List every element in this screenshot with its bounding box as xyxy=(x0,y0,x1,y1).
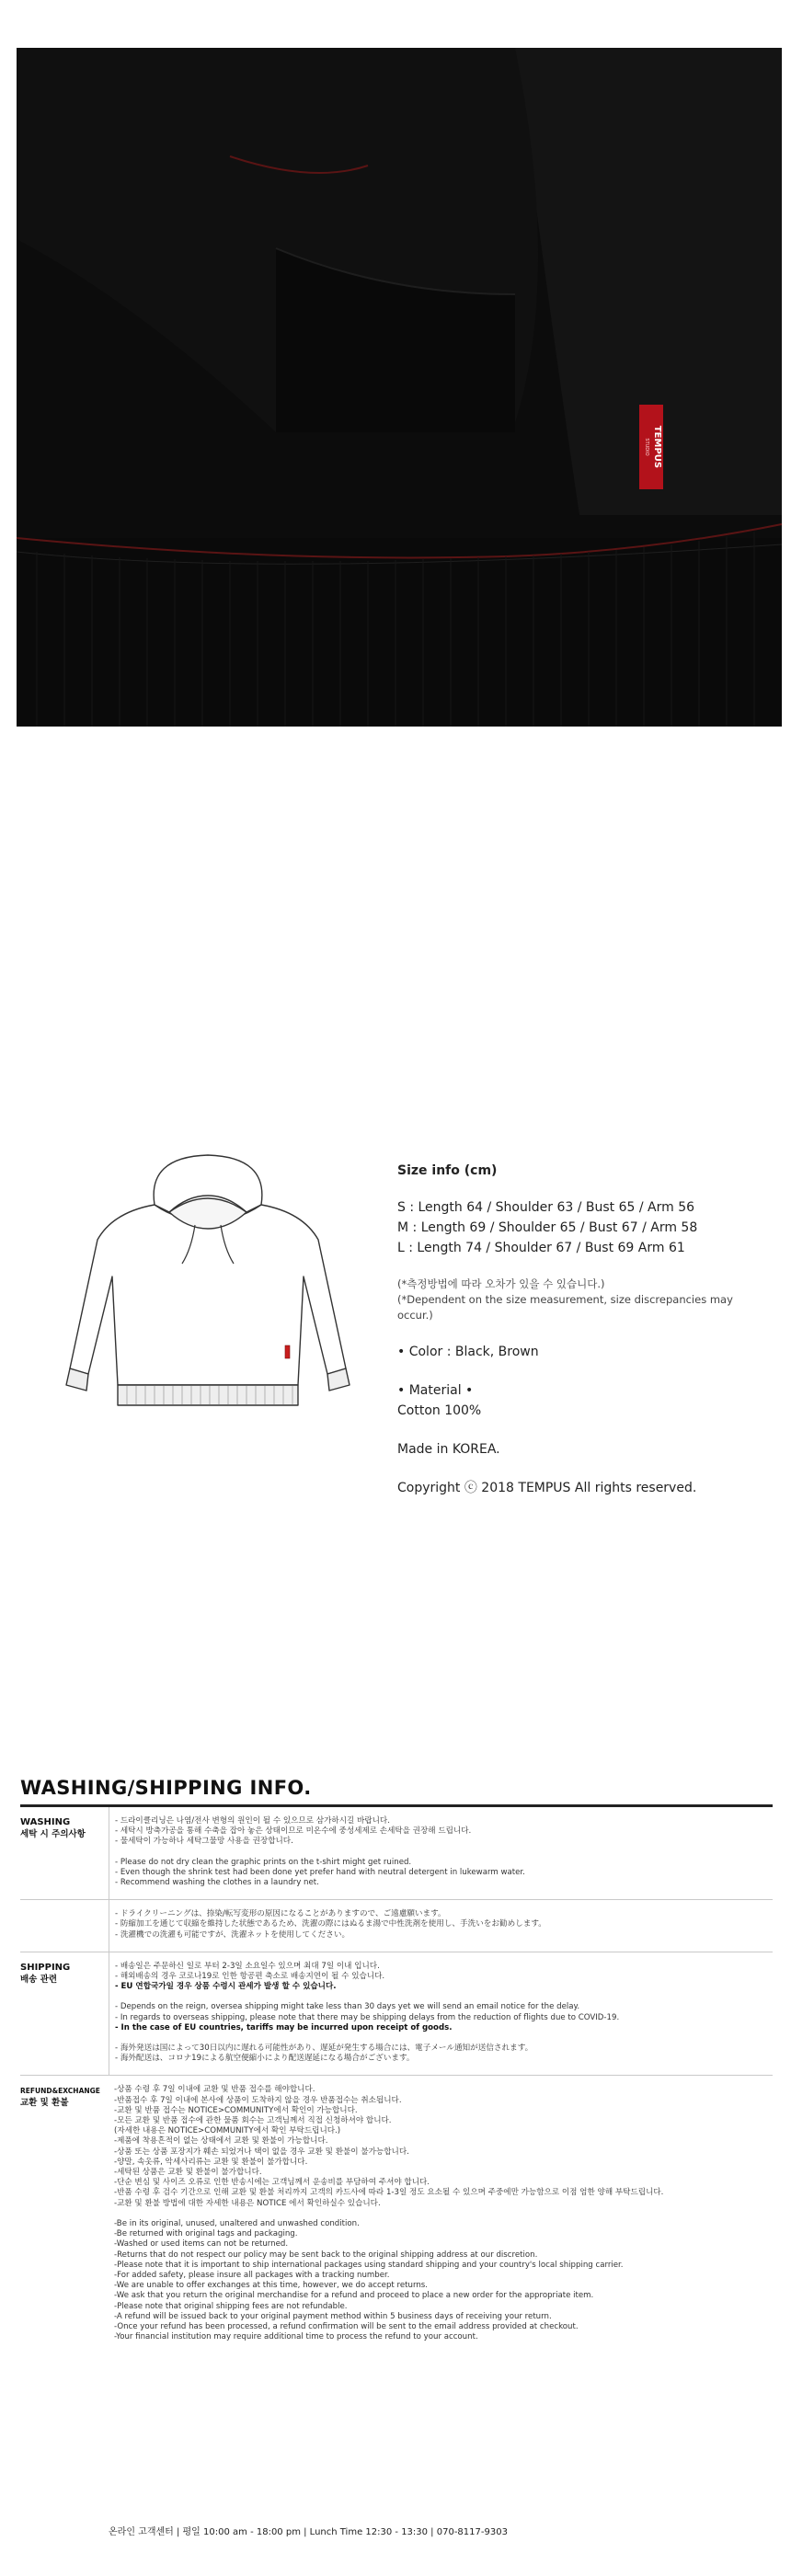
washing-ko-line: - 드라이클리닝은 나염/전사 변형의 원인이 될 수 있으므로 삼가하시길 바랍니다. xyxy=(115,1816,390,1826)
refund-ko-line: -제품에 착용흔적이 없는 상태에서 교환 및 환불이 가능합니다. xyxy=(114,2136,328,2147)
refund-en-line: -Please note that original shipping fees are not refundable. xyxy=(114,2301,348,2311)
brand-tag xyxy=(639,405,663,489)
washing-jp-line: - 洗濯機での洗濯も可能ですが、洗濯ネットを使用してください。 xyxy=(115,1929,350,1940)
refund-ko-line: -교환 및 환불 방법에 대한 자세한 내용은 NOTICE 에서 확인하실수 있습니다. xyxy=(114,2198,381,2208)
shipping-heading-ko: 배송 관련 xyxy=(20,1974,58,1985)
made-in: Made in KOREA. xyxy=(397,1442,500,1457)
refund-en-line: -For added safety, please insure all packages with a tracking number. xyxy=(114,2270,390,2280)
refund-heading-en: REFUND&EXCHANGE xyxy=(20,2087,100,2096)
refund-ko-line: -상품 수령 후 7일 이내에 교환 및 반품 접수를 해야합니다. xyxy=(114,2085,315,2095)
refund-en-line: -We ask that you return the original merchandise for a refund and proceed to place a new order for the appropriate item. xyxy=(114,2291,594,2301)
refund-en-line: -We are unable to offer exchanges at this time, however, we do accept returns. xyxy=(114,2281,428,2291)
shipping-heading-en: SHIPPING xyxy=(20,1962,71,1973)
washing-shipping-info xyxy=(20,1777,773,2353)
customer-center-footer: 온라인 고객센터 | 평일 10:00 am - 18:00 pm | Lunch Time 12:30 - 13:30 | 070-8117-9303 xyxy=(109,2527,508,2537)
refund-en-line: -Once your refund has been processed, a refund confirmation will be sent to the email address provided at checkout. xyxy=(114,2321,579,2331)
washing-ko-line: - 물세탁이 가능하나 세탁그물망 사용을 권장합니다. xyxy=(115,1837,293,1847)
brand-tag-subtext: STUDIO xyxy=(644,438,649,456)
refund-en-line: -Please note that it is important to ship international packages using standard shipping and your country's local shipping carrier. xyxy=(114,2260,624,2270)
color-info: • Color : Black, Brown xyxy=(397,1345,539,1359)
refund-en-line: -Washed or used items can not be returned. xyxy=(114,2239,289,2250)
hoodie-photo xyxy=(0,0,791,745)
refund-ko-line: -모든 교환 및 반품 접수에 관한 물품 회수는 고객님께서 직접 신청하셔야 합니다. xyxy=(114,2116,392,2126)
refund-heading xyxy=(20,2085,103,2109)
refund-en-line: -Be returned with original tags and packaging. xyxy=(114,2229,298,2239)
size-l: L : Length 74 / Shoulder 67 / Bust 69 Arm 61 xyxy=(397,1241,685,1255)
washing-section xyxy=(20,1807,773,1900)
shipping-ko-line: - 해외배송의 경우 코로나19로 인한 항공편 축소로 배송지연이 될 수 있습니다. xyxy=(115,1972,385,1982)
sketch-brand-tag xyxy=(285,1345,290,1358)
size-note-ko: (*측정방법에 따라 오차가 있을 수 있습니다.) xyxy=(397,1277,605,1290)
size-s: S : Length 64 / Shoulder 63 / Bust 65 / Arm 56 xyxy=(397,1200,695,1215)
washing-en-line: - Even though the shrink test had been done yet prefer hand with neutral detergent in lukewarm water. xyxy=(115,1867,525,1877)
info-title: WASHING/SHIPPING INFO. xyxy=(20,1777,773,1807)
refund-ko-line: -단순 변심 및 사이즈 오류로 인한 반송시에는 고객님께서 운송비를 부담하여 주셔야 합니다. xyxy=(114,2178,430,2188)
shipping-section xyxy=(20,1952,773,2077)
shipping-en-line: - Depends on the reign, oversea shipping might take less than 30 days yet we will send an email notice for the delay. xyxy=(115,2002,580,2012)
refund-ko-line: -반품접수 후 7일 이내에 본사에 상품이 도착하지 않을 경우 반품접수는 취소됩니다. xyxy=(114,2095,402,2105)
refund-ko-line: -세탁된 상품은 교환 및 환불이 불가합니다. xyxy=(114,2168,262,2178)
hoodie-flat-sketch xyxy=(44,1148,375,1442)
washing-jp-section xyxy=(20,1900,773,1952)
refund-en-line: -Returns that do not respect our policy may be sent back to the original shipping address at our discretion. xyxy=(114,2250,538,2260)
washing-jp-body xyxy=(109,1900,773,1952)
material-value: Cotton 100% xyxy=(397,1403,482,1418)
refund-ko-line: -상품 또는 상품 포장지가 훼손 되었거나 택이 없을 경우 교환 및 환불이 불가능합니다. xyxy=(114,2147,409,2157)
refund-ko-line: (자세한 내용은 NOTICE>COMMUNITY에서 확인 부탁드립니다.) xyxy=(114,2126,341,2136)
shipping-en-bold: - In the case of EU countries, tariffs may be incurred upon receipt of goods. xyxy=(115,2022,453,2032)
refund-ko-line: -교환 및 반품 접수는 NOTICE>COMMUNITY에서 확인이 가능합니다. xyxy=(114,2105,358,2115)
size-info-title: Size info (cm) xyxy=(397,1163,498,1178)
washing-heading xyxy=(20,1816,103,1840)
refund-en-line: -A refund will be issued back to your original payment method within 5 business days of receiving your return. xyxy=(114,2311,552,2321)
washing-heading-ko: 세탁 시 주의사항 xyxy=(20,1829,86,1839)
shipping-body xyxy=(109,1952,773,2076)
material-label: • Material • xyxy=(397,1383,474,1398)
copyright: Copyright ⓒ 2018 TEMPUS All rights reserved. xyxy=(397,1481,697,1495)
washing-heading-en: WASHING xyxy=(20,1817,71,1827)
washing-body xyxy=(109,1807,773,1899)
refund-ko-line: -양말, 속옷류, 악세사리류는 교환 및 환불이 불가합니다. xyxy=(114,2157,308,2167)
washing-en-line: - Recommend washing the clothes in a laundry net. xyxy=(115,1878,319,1888)
refund-section xyxy=(20,2076,773,2353)
shipping-en-line: - In regards to overseas shipping, please note that there may be shipping delays from the reduction of flights due to COVID-19. xyxy=(115,2012,620,2022)
refund-en-line: -Your financial institution may require additional time to process the refund to your account. xyxy=(114,2332,478,2342)
brand-tag-text: TEMPUS xyxy=(652,425,662,469)
shipping-jp-line: - 海外発送は国によって30日以内に遅れる可能性があり、遅延が発生する場合には、電子メール通知が送信されます。 xyxy=(115,2044,533,2054)
size-note-en: (*Dependent on the size measurement, size discrepancies may occur.) xyxy=(397,1293,733,1322)
refund-heading-ko: 교환 및 환불 xyxy=(20,2098,69,2109)
shipping-ko-bold: - EU 연합국가일 경우 상품 수령시 관세가 발생 할 수 있습니다. xyxy=(115,1982,337,1992)
washing-en-line: - Please do not dry clean the graphic prints on the t-shirt might get ruined. xyxy=(115,1857,412,1867)
washing-jp-line: - 防縮加工を通じて収縮を維持した状態であるため、洗濯の際にはぬるま湯で中性洗剤を使用し、手洗いをお勧めします。 xyxy=(115,1919,546,1929)
washing-jp-line: - ドライクリーニングは、捺染/転写変形の原因になることがありますので、ご遠慮願います。 xyxy=(115,1909,446,1919)
refund-en-line: -Be in its original, unused, unaltered and unwashed condition. xyxy=(114,2218,360,2228)
shipping-heading xyxy=(20,1962,103,1986)
shipping-ko-line: - 배송일은 주문하신 일로 부터 2-3일 소요일수 있으며 최대 7일 이내 입니다. xyxy=(115,1961,380,1971)
shipping-jp-line: - 海外配送は、コロナ19による航空便縮小により配送遅延になる場合がございます。 xyxy=(115,2054,415,2064)
refund-ko-line: -반품 수령 후 검수 기간으로 인해 교환 및 환불 처리까지 고객의 카드사에 따라 1-3일 정도 요소될 수 있으며 주중에만 가능함으로 이점 엄한 양해 부탁드립니다. xyxy=(114,2188,664,2198)
size-info-panel xyxy=(397,1161,765,1498)
size-m: M : Length 69 / Shoulder 65 / Bust 67 / Arm 58 xyxy=(397,1220,698,1235)
refund-body xyxy=(109,2076,773,2353)
washing-ko-line: - 세탁시 방축가공을 통해 수축을 잡아 놓은 상태이므로 미온수에 중성세제로 손세탁을 권장해 드립니다. xyxy=(115,1826,472,1837)
